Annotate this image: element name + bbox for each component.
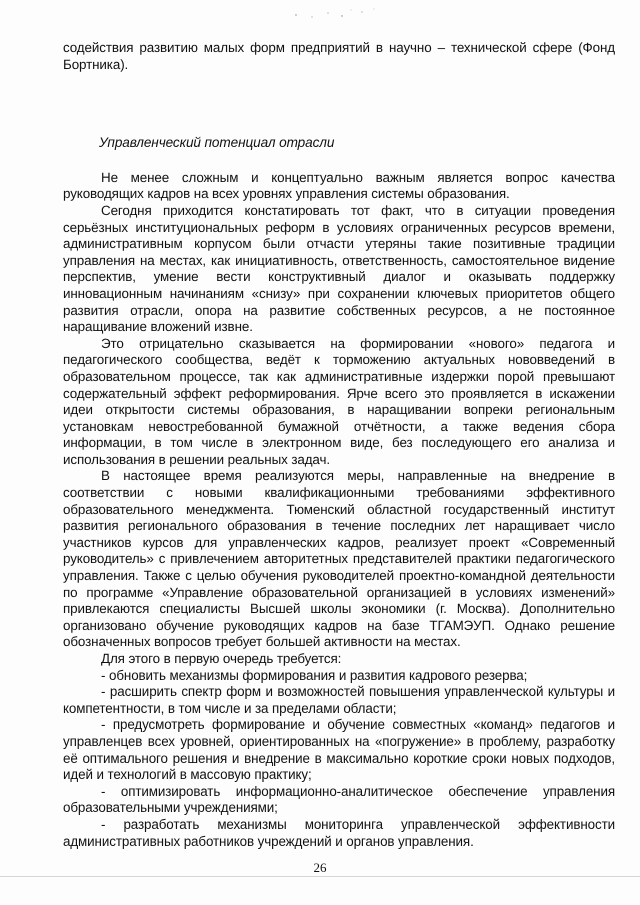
list-item-4: - оптимизировать информационно-аналитическое обеспечение управления образовательными учреждениями; [63,783,615,816]
paragraph-4: В настоящее время реализуются меры, направленные на внедрение в соответствии с новыми квалификационными требованиями эффективного образовательного менеджмента. Тюменский областной государственный институт развития регионального образования в течение последних лет наращивает число участников курсов для управленческих кадров, реализует проект «Современный руководитель» с привлечением авторитетных представителей практики педагогического управления. Также с целью обучения руководителей проектно-командной деятельности по программе «Управление образовательной организацией в условиях изменений» привлекаются специалисты Высшей школы экономики (г. Москва). Дополнительно организовано обучение руководящих кадров на базе ТГАМЭУП. Однако решение обозначенных вопросов требует большей активности на местах. [63,468,615,650]
paragraph-5: Для этого в первую очередь требуется: [101,651,342,666]
scan-bottom-edge [0,876,640,877]
list-item-1: - обновить механизмы формирования и развития кадрового резерва; [101,667,528,683]
intro-continuation-paragraph: содействия развитию малых форм предприятий в научно – технической сфере (Фонд Бортника). [63,40,615,72]
page-number: 26 [313,860,327,875]
paragraph-2: Сегодня приходится констатировать тот факт, что в ситуации проведения серьёзных институциональных реформ в условиях ограниченных ресурсов времени, административным корпусом были отчасти утеряны такие позитивные традиции управления на местах, как инициативность, ответственность, самостоятельное видение перспектив, умение вести конструктивный диалог и оказывать поддержку инновационным начинаниям «снизу» при сохранении ключевых приоритетов общего развития отрасли, опора на развитие собственных ресурсов, а не постоянное наращивание вложений извне. [63,202,615,335]
list-item-3: - предусмотреть формирование и обучение совместных «команд» педагогов и управленцев всех уровней, ориентированных на «погружение» в проблему, разработку её оптимального решения и внедрение в максимально короткие сроки новых подходов, идей и технологий в массовую практику; [63,717,615,783]
section-heading: Управленческий потенциал отрасли [99,135,335,151]
requirements-list [63,668,615,851]
paragraph-3: Это отрицательно сказывается на формировании «нового» педагога и педагогического сообщества, ведёт к торможению актуальных нововведений в образовательном процессе, так как административные издержки порой превышают содержательный эффект реформирования. Ярче всего это проявляется в искажении идеи открытости системы образования, в наращивании вопреки региональным установкам невостребованной бумажной отчётности, а также ведения сбора информации, в том числе в электронном виде, без последующего его анализа и использования в решении реальных задач. [63,335,615,467]
paragraph-1: Не менее сложным и концептуально важным является вопрос качества руководящих кадров на всех уровнях управления системы образования. [63,169,615,202]
list-item-5: - разработать механизмы мониторинга управленческой эффективности административных работников учреждений и органов управления. [63,816,615,849]
list-item-2: - расширить спектр форм и возможностей повышения управленческой культуры и компетентности, в том числе и за пределами области; [63,684,615,716]
document-body [63,40,615,850]
scan-artifact-specks [290,6,380,20]
